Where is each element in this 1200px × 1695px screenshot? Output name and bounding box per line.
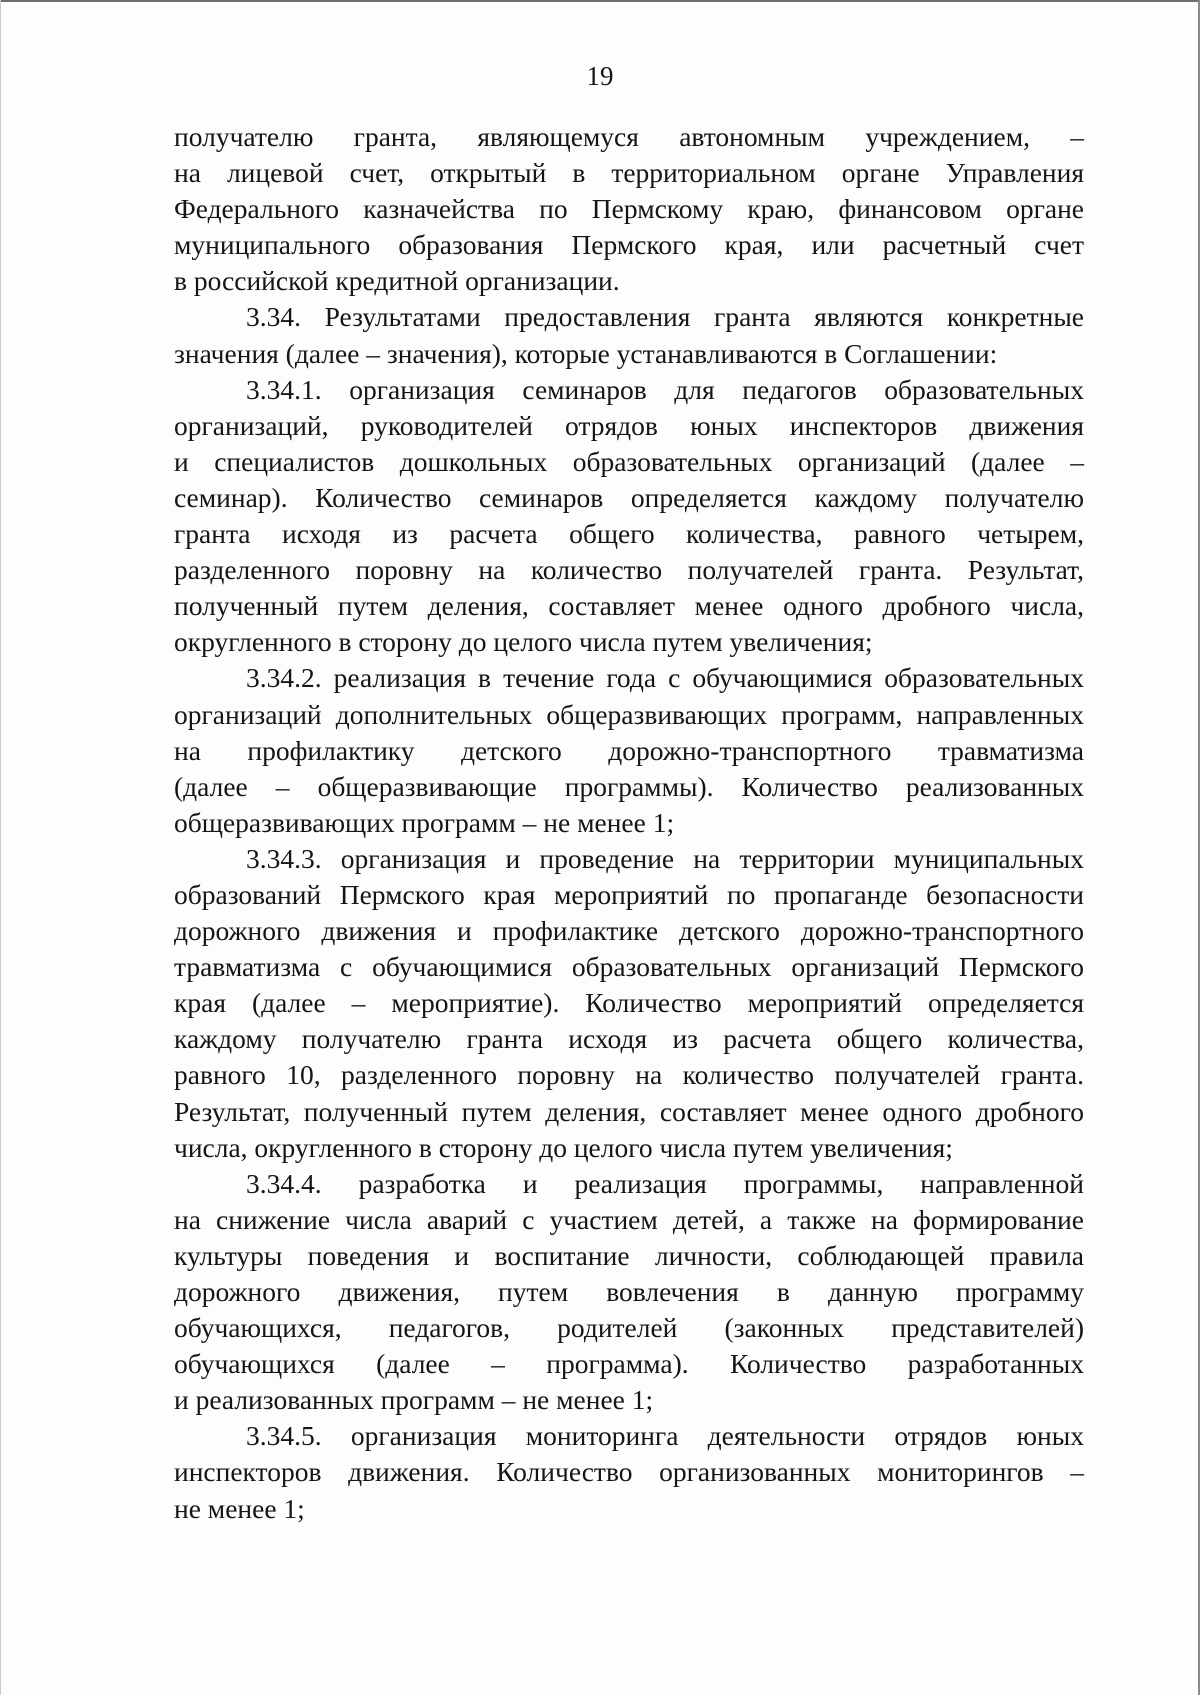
scan-edge-top	[0, 0, 1200, 2]
text-line: культуры поведения и воспитание личности, соблюдающей правила	[174, 1239, 1084, 1271]
paragraph-3-34-1	[174, 372, 1084, 661]
text-line: травматизма с обучающимися образовательных организаций Пермского	[174, 951, 1084, 983]
page-number: 19	[586, 61, 614, 91]
text-line: (далее – общеразвивающие программы). Количество реализованных	[174, 770, 1084, 802]
text-line: края (далее – мероприятие). Количество мероприятий определяется	[174, 987, 1084, 1019]
text-line: организаций дополнительных общеразвивающих программ, направленных	[174, 698, 1084, 730]
text-line: числа, округленного в сторону до целого числа путем увеличения;	[174, 1131, 953, 1163]
text-line: дорожного движения и профилактике детского дорожно-транспортного	[174, 915, 1084, 947]
text-line: семинар). Количество семинаров определяется каждому получателю	[174, 481, 1084, 513]
text-line: 3.34.5. организация мониторинга деятельности отрядов юных	[246, 1420, 1084, 1452]
scan-edge-left	[0, 0, 1, 1695]
text-line: образований Пермского края мероприятий по пропаганде безопасности	[174, 878, 1084, 910]
text-line: каждому получателю гранта исходя из расчета общего количества,	[174, 1023, 1084, 1055]
text-line: 3.34.4. разработка и реализация программы, направленной	[246, 1167, 1084, 1199]
text-line: 3.34.1. организация семинаров для педагогов образовательных	[246, 373, 1084, 405]
text-line: муниципального образования Пермского края, или расчетный счет	[174, 229, 1084, 261]
document-body	[174, 119, 1084, 1527]
text-line: разделенного поровну на количество получателей гранта. Результат,	[174, 554, 1084, 586]
text-line: и специалистов дошкольных образовательных организаций (далее –	[174, 445, 1084, 477]
text-line: на лицевой счет, открытый в территориальном органе Управления	[174, 157, 1084, 189]
paragraph-3-34-2	[174, 660, 1084, 840]
text-line: 3.34.2. реализация в течение года с обучающимися образовательных	[246, 662, 1084, 694]
text-line: в российской кредитной организации.	[174, 265, 620, 297]
paragraph-3-34-5	[174, 1418, 1084, 1526]
text-line: на профилактику детского дорожно-транспортного травматизма	[174, 734, 1084, 766]
text-line: и реализованных программ – не менее 1;	[174, 1384, 654, 1416]
text-line: дорожного движения, путем вовлечения в данную программу	[174, 1276, 1084, 1307]
text-line: значения (далее – значения), которые устанавливаются в Соглашении:	[174, 337, 998, 369]
text-line: Федерального казначейства по Пермскому краю, финансовом органе	[174, 193, 1084, 225]
text-line: не менее 1;	[174, 1492, 305, 1524]
text-line: 3.34. Результатами предоставления гранта являются конкретные	[246, 301, 1084, 333]
text-line: 3.34.3. организация и проведение на территории муниципальных	[246, 842, 1084, 874]
text-line: на снижение числа аварий с участием детей, а также на формирование	[174, 1203, 1084, 1235]
paragraph-continuation	[174, 119, 1084, 299]
text-line: Результат, полученный путем деления, составляет менее одного дробного	[174, 1095, 1084, 1127]
paragraph-3-34	[174, 299, 1084, 371]
paragraph-3-34-4	[174, 1166, 1084, 1419]
text-line: обучающихся, педагогов, родителей (законных представителей)	[174, 1312, 1084, 1344]
text-line: получателю гранта, являющемуся автономным учреждением, –	[174, 121, 1084, 152]
text-line: равного 10, разделенного поровну на количество получателей гранта.	[174, 1059, 1084, 1091]
paragraph-3-34-3	[174, 841, 1084, 1166]
text-line: округленного в сторону до целого числа путем увеличения;	[174, 626, 873, 658]
text-line: общеразвивающих программ – не менее 1;	[174, 806, 675, 838]
text-line: обучающихся (далее – программа). Количество разработанных	[174, 1348, 1084, 1380]
text-line: полученный путем деления, составляет менее одного дробного числа,	[174, 590, 1084, 622]
text-line: инспекторов движения. Количество организованных мониторингов –	[174, 1456, 1084, 1488]
text-line: гранта исходя из расчета общего количества, равного четырем,	[174, 518, 1084, 550]
text-line: организаций, руководителей отрядов юных инспекторов движения	[174, 409, 1084, 441]
